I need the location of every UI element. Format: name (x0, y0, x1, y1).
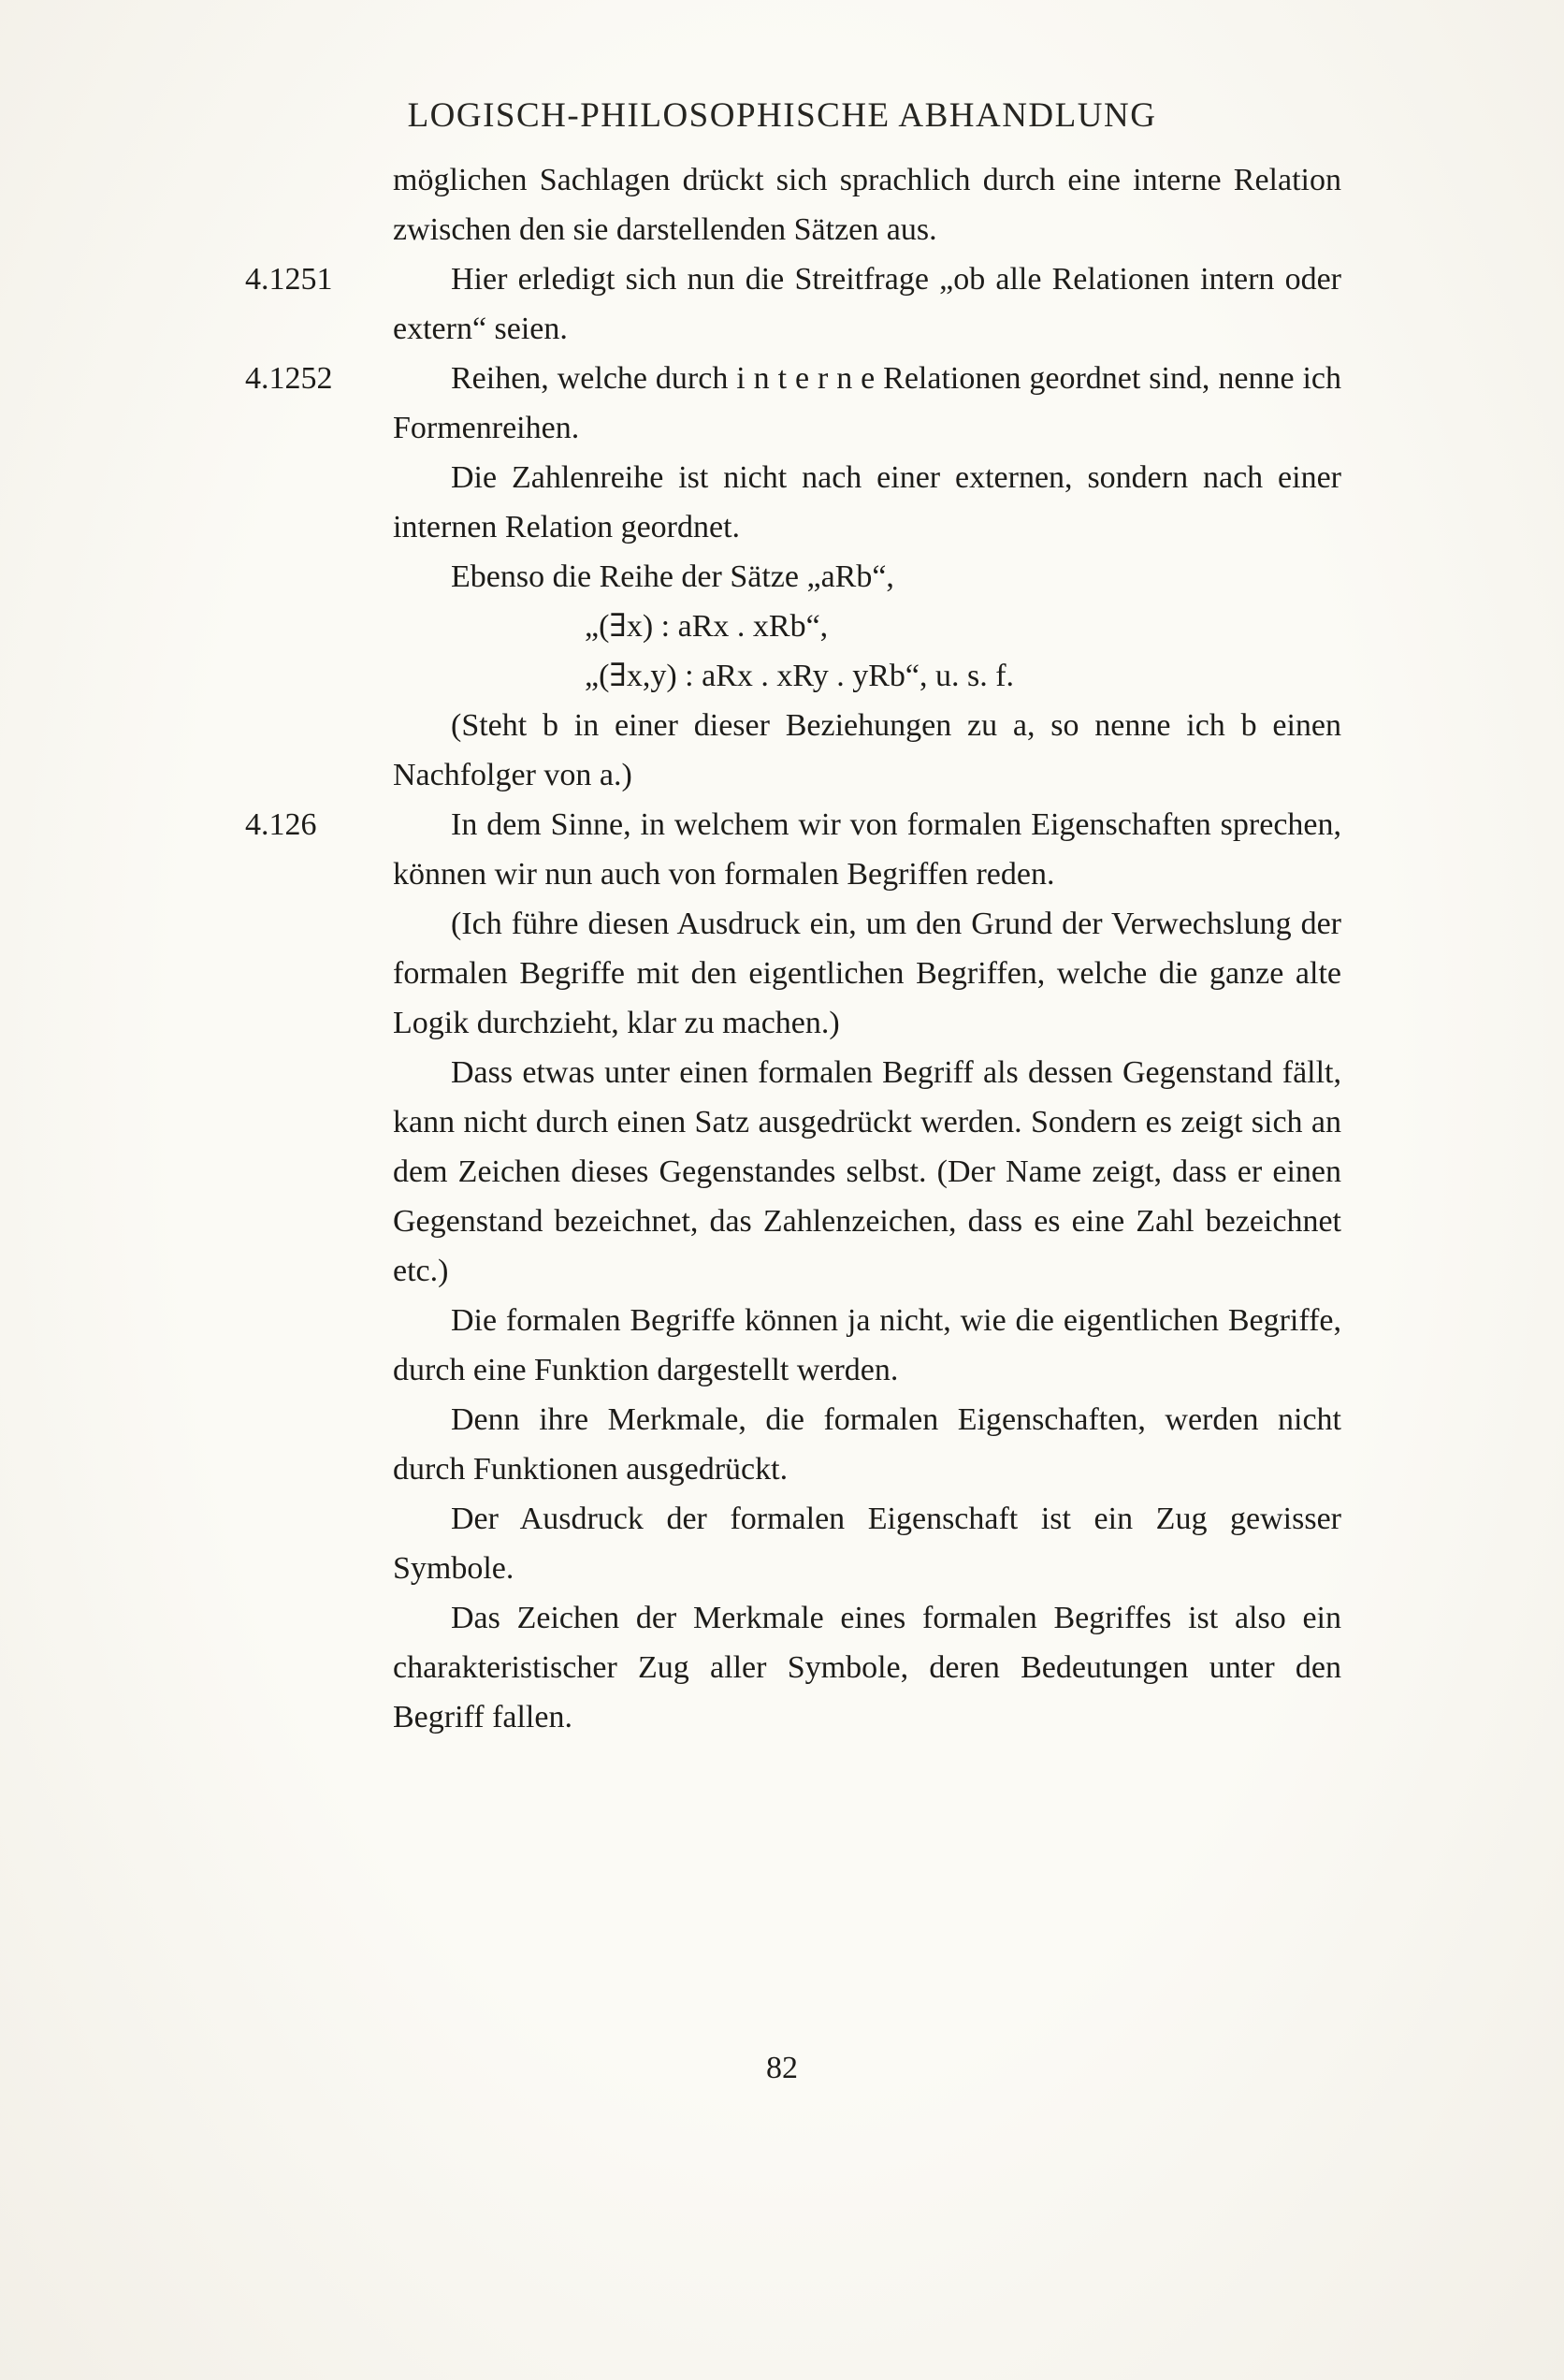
paragraph-text: Hier erledigt sich nun die Streitfrage „ob alle Relationen intern oder extern“ seien. (393, 262, 1341, 346)
paragraph: (Ich führe diesen Ausdruck ein, um den Grund der Verwechslung der formalen Begriffe mit den eigentlichen Begriffen, welche die ganze alte Logik durchzieht, klar zu machen.) (393, 907, 1341, 1040)
paragraph: Denn ihre Merkmale, die formalen Eigenschaften, werden nicht durch Funktionen ausgedrückt. (393, 1402, 1341, 1487)
numbered-paragraph (245, 254, 1341, 354)
paragraph-text: In dem Sinne, in welchem wir von formalen Eigenschaften sprechen, können wir nun auch von formalen Begriffen reden. (393, 807, 1341, 892)
paragraph: Das Zeichen der Merkmale eines formalen Begriffes ist also ein charakteristischer Zug aller Symbole, deren Bedeutungen unter den Begriff fallen. (393, 1601, 1341, 1734)
numbered-paragraph (245, 800, 1341, 899)
paragraph: möglichen Sachlagen drückt sich sprachlich durch eine interne Relation zwischen den sie darstellenden Sätzen aus. (393, 163, 1341, 247)
numbered-paragraph (245, 354, 1341, 453)
paragraph: Ebenso die Reihe der Sätze „aRb“, (451, 559, 894, 594)
running-head-title: LOGISCH-PHILOSOPHISCHE ABHANDLUNG (407, 96, 1157, 135)
paragraph-text: Reihen, welche durch i n t e r n e Relationen geordnet sind, nenne ich Formenreihen. (393, 361, 1341, 445)
paragraph: Die Zahlenreihe ist nicht nach einer externen, sondern nach einer internen Relation geordnet. (393, 460, 1341, 544)
paragraph: Die formalen Begriffe können ja nicht, wie die eigentlichen Begriffe, durch eine Funktion dargestellt werden. (393, 1303, 1341, 1387)
section-number: 4.126 (245, 807, 317, 842)
paragraph: Dass etwas unter einen formalen Begriff als dessen Gegenstand fällt, kann nicht durch einen Satz ausgedrückt werden. Sondern es zeigt sich an dem Zeichen dieses Gegenstandes selbst. (Der Name zeigt, dass er einen Gegenstand bezeichnet, das Zahlenzeichen, dass es eine Zahl bezeichnet etc.) (393, 1055, 1341, 1288)
paragraph: Der Ausdruck der formalen Eigenschaft ist ein Zug gewisser Symbole. (393, 1502, 1341, 1586)
paragraph: (Steht b in einer dieser Beziehungen zu a, so nenne ich b einen Nachfolger von a.) (393, 708, 1341, 792)
text-block (245, 155, 1341, 1742)
formula-line: „(∃x,y) : aRx . xRy . yRb“, u. s. f. (585, 659, 1015, 693)
section-number: 4.1251 (245, 262, 333, 297)
formula-line: „(∃x) : aRx . xRb“, (585, 609, 829, 644)
section-number: 4.1252 (245, 361, 333, 396)
page-number: 82 (766, 2051, 798, 2085)
